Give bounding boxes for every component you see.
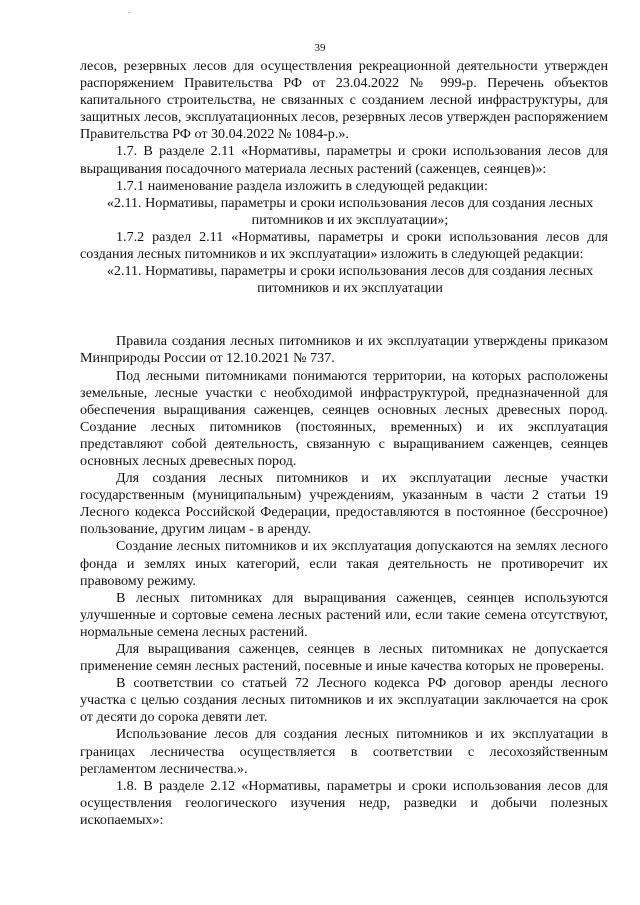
- paragraph-prohibition: Для выращивания саженцев, сеянцев в лесных питомниках не допускается применение семян лесных растений, посевные и иные качества которых не проверены.: [80, 641, 608, 675]
- paragraph-lease-term: В соответствии со статьей 72 Лесного кодекса РФ договор аренды лесного участка с целью создания лесных питомников и их эксплуатации заключается на срок от десяти до сорока девяти лет.: [80, 675, 608, 726]
- section-title-2-11-a: «2.11. Нормативы, параметры и сроки использования лесов для создания лесных питомников и их эксплуатации»;: [106, 194, 594, 228]
- paragraph-lands: Создание лесных питомников и их эксплуатация допускаются на землях лесного фонда и землях иных категорий, если такая деятельность не противоречит их правовому режиму.: [80, 538, 608, 589]
- paragraph-allocation: Для создания лесных питомников и их эксплуатации лесные участки государственным (муниципальным) учреждениям, указанным в части 2 статьи 19 Лесного кодекса Российской Федерации, предоставляются в постоянное (бессрочное) пользование, другим лицам - в аренду.: [80, 470, 608, 538]
- paragraph-1-8: 1.8. В разделе 2.12 «Нормативы, параметры и сроки использования лесов для осуществления геологического изучения недр, разведки и добычи полезных ископаемых»:: [80, 777, 608, 828]
- paragraph-1-7-1: 1.7.1 наименование раздела изложить в следующей редакции:: [116, 177, 488, 194]
- scan-mark: -: [128, 8, 131, 17]
- paragraph-1-7: 1.7. В разделе 2.11 «Нормативы, параметры и сроки использования лесов для выращивания посадочного материала лесных растений (саженцев, сеянцев)»:: [80, 143, 608, 177]
- paragraph-1-7-2: 1.7.2 раздел 2.11 «Нормативы, параметры и сроки использования лесов для создания лесных питомников и их эксплуатации» изложить в следующей редакции:: [80, 228, 608, 263]
- document-body: [80, 58, 608, 829]
- paragraph-definition: Под лесными питомниками понимаются территории, на которых расположены земельные, лесные участки с необходимой инфраструктурой, предназначенной для обеспечения выращивания саженцев, сеянцев основных лесных древесных пород. Создание лесных питомников (постоянных, временных) и их эксплуатация представляют собой деятельность, связанную с выращиванием саженцев, сеянцев основных лесных древесных пород.: [80, 367, 608, 469]
- paragraph-continuation: лесов, резервных лесов для осуществления рекреационной деятельности утвержден распоряжением Правительства РФ от 23.04.2022 № 999-р. Перечень объектов капитального строительства, не связанных с созданием лесной инфраструктуры, для защитных лесов, эксплуатационных лесов, резервных лесов утвержден распоряжением Правительства РФ от 30.04.2022 № 1084-р.».: [80, 58, 608, 143]
- page-number: 39: [314, 42, 326, 54]
- paragraph-seeds: В лесных питомниках для выращивания саженцев, сеянцев используются улучшенные и сортовые семена лесных растений или, если такие семена отсутствуют, нормальные семена лесных растений.: [80, 589, 608, 640]
- paragraph-forestry-regulation: Использование лесов для создания лесных питомников и их эксплуатации в границах лесничества осуществляется в соответствии с лесохозяйственным регламентом лесничества.».: [80, 726, 608, 777]
- section-title-2-11-b: «2.11. Нормативы, параметры и сроки использования лесов для создания лесных питомников и их эксплуатации: [106, 263, 594, 297]
- paragraph-rules: Правила создания лесных питомников и их эксплуатации утверждены приказом Минприроды России от 12.10.2021 № 737.: [80, 333, 608, 367]
- section-gap: [80, 297, 608, 333]
